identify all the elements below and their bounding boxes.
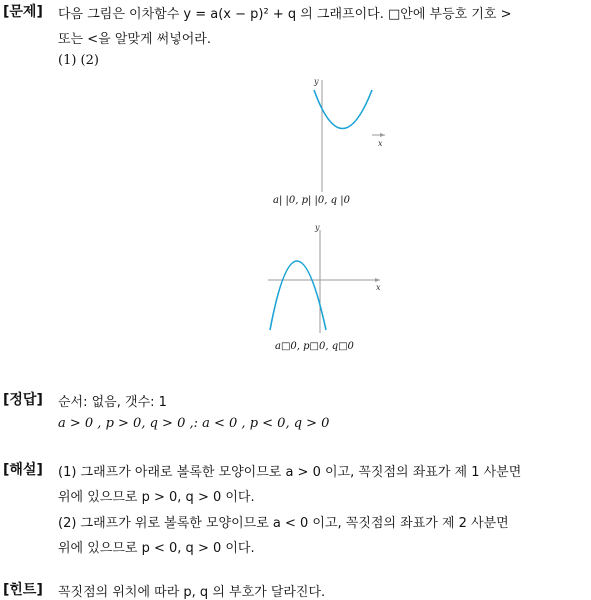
explanation-line4: 위에 있으므로 p < 0, q > 0 이다. [58, 541, 255, 556]
graph-2-x-arrow [375, 278, 380, 282]
problem-text-line3: (1) (2) [58, 53, 99, 68]
hint-label: [힌트] [3, 582, 43, 598]
graph-2-parabola [270, 261, 326, 330]
graph-2-x-label: x [376, 283, 381, 292]
answer-label: [정답] [3, 392, 43, 408]
answer-line2: a > 0 , p > 0, q > 0 ,: a < 0 , p < 0, q > 0 [58, 416, 330, 431]
explanation-label: [해설] [3, 462, 43, 478]
answer-line1: 순서: 없음, 갯수: 1 [58, 395, 167, 410]
graph-2-y-label: y [315, 223, 320, 232]
graph-2 [260, 218, 390, 338]
graph-1-x-label: x [378, 139, 383, 148]
graph-1-x-arrow [380, 133, 385, 137]
hint-line1: 꼭짓점의 위치에 따라 p, q 의 부호가 달라진다. [58, 585, 326, 600]
graph-2-caption: a□0, p□0, q□0 [275, 341, 354, 352]
graph-1 [300, 72, 400, 197]
graph-1-parabola [314, 90, 372, 129]
graph-1-caption: a| |0, p| |0, q |0 [273, 195, 350, 206]
graph-1-y-label: y [314, 77, 319, 86]
explanation-line1: (1) 그래프가 아래로 볼록한 모양이므로 a > 0 이고, 꼭짓점의 좌표가 제 1 사분면 [58, 465, 522, 480]
problem-text-line1: 다음 그림은 이차함수 y = a(x − p)² + q 의 그래프이다. □안에 부등호 기호 > [58, 7, 512, 22]
problem-text-line2: 또는 <을 알맞게 써넣어라. [58, 32, 212, 47]
explanation-line2: 위에 있으므로 p > 0, q > 0 이다. [58, 490, 255, 505]
explanation-line3: (2) 그래프가 위로 볼록한 모양이므로 a < 0 이고, 꼭짓점의 좌표가 제 2 사분면 [58, 516, 509, 531]
problem-label: [문제] [3, 4, 43, 20]
